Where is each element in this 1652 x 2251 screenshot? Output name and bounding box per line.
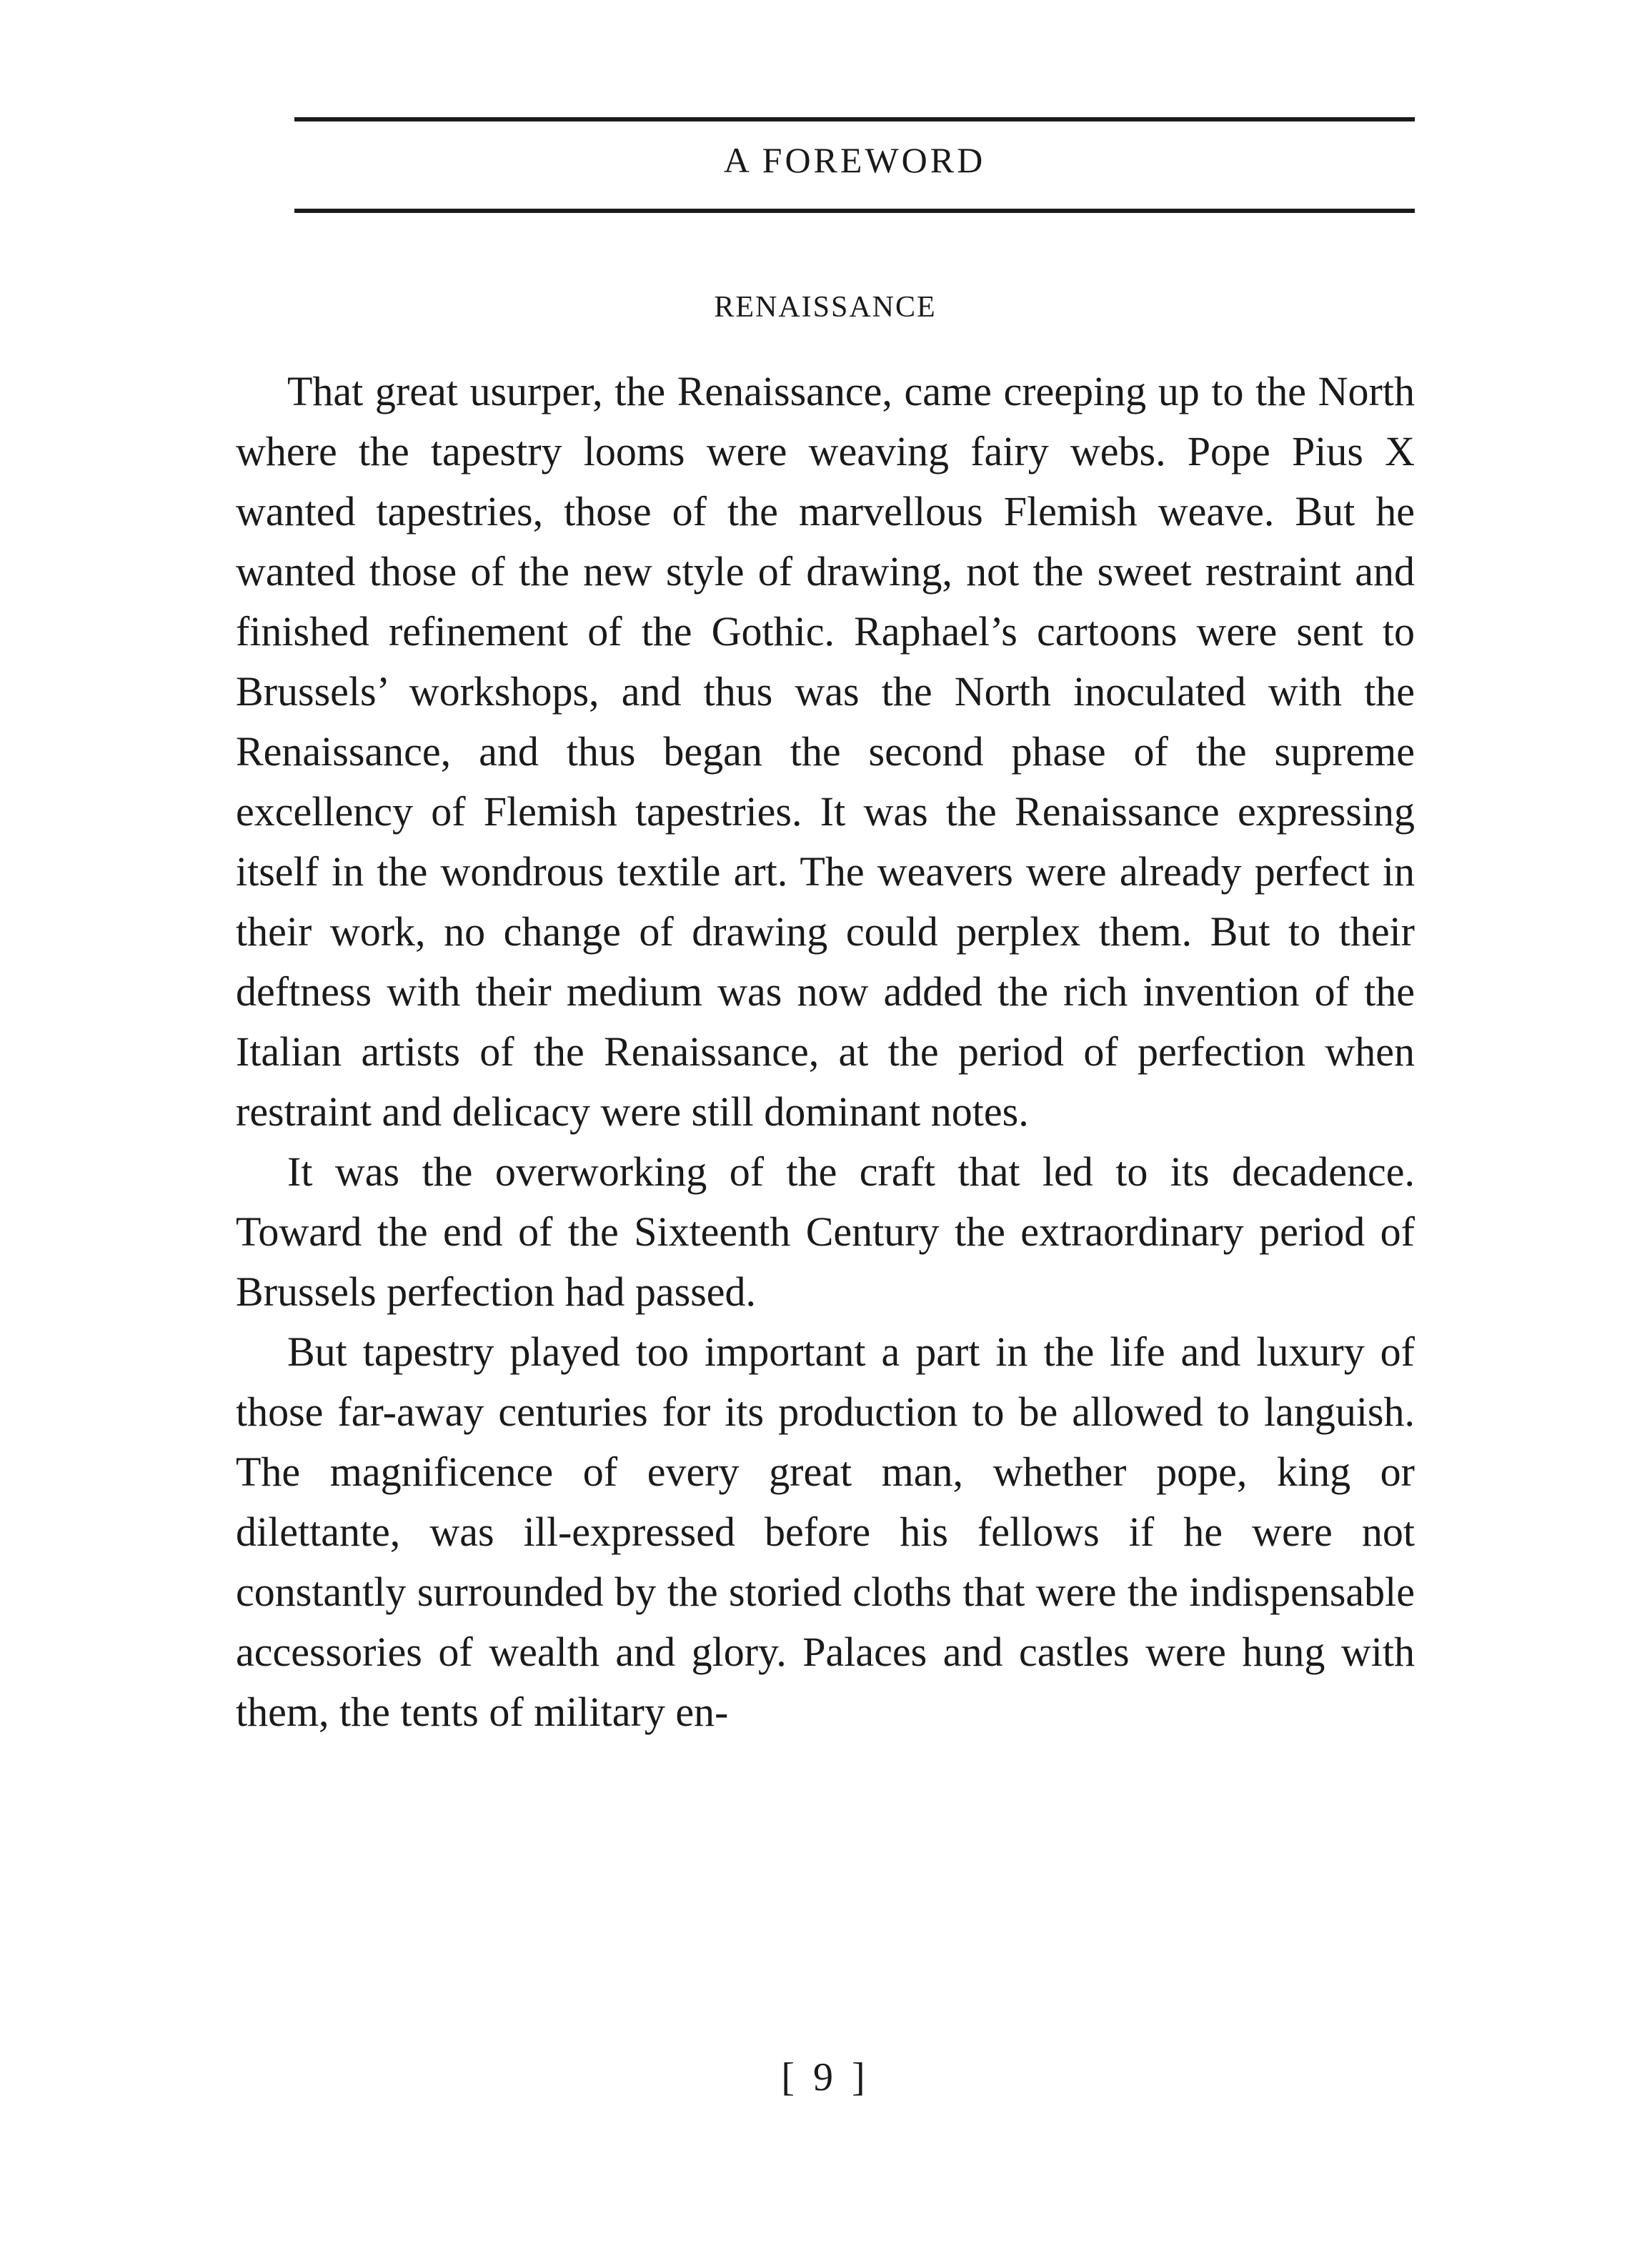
paragraph: But tapestry played too important a part in the life and luxury of those far-away centuries for its production to be allowed to languish. The magnificence of every great man, whether pope, king or dilettante, was ill-expressed before his fellows if he were not constantly surrounded by the storied cloths that were the indispensable accessories of wealth and glory. Palaces and castles were hung with them, the tents of military en- — [236, 1328, 1415, 1735]
paragraph: It was the overworking of the craft that led to its decadence. Toward the end of the Sixteenth Century the extraordinary period of Brussels perfection had passed. — [236, 1148, 1415, 1315]
section-title: RENAISSANCE — [714, 291, 937, 324]
paragraph: That great usurper, the Renaissance, came creeping up to the North where the tapestry looms were weaving fairy webs. Pope Pius X wanted tapestries, those of the marvellous Flemish weave. But he wanted those of the new style of drawing, not the sweet restraint and finished refinement of the Gothic. Raphael’s cartoons were sent to Brussels’ workshops, and thus was the North inoculated with the Renaissance, and thus began the second phase of the supreme excellency of Flemish tapestries. It was the Renaissance expressing itself in the wondrous textile art. The weavers were already perfect in their work, no change of drawing could perplex them. But to their deftness with their medium was now added the rich invention of the Italian artists of the Renaissance, at the period of perfection when restraint and delicacy were still dominant notes. — [236, 368, 1415, 1135]
header-rule-top — [294, 117, 1415, 121]
running-head: A FOREWORD — [723, 140, 986, 180]
header-rule-bottom — [294, 209, 1415, 213]
body-text — [236, 362, 1415, 1742]
page-number: [ 9 ] — [781, 2055, 870, 2100]
